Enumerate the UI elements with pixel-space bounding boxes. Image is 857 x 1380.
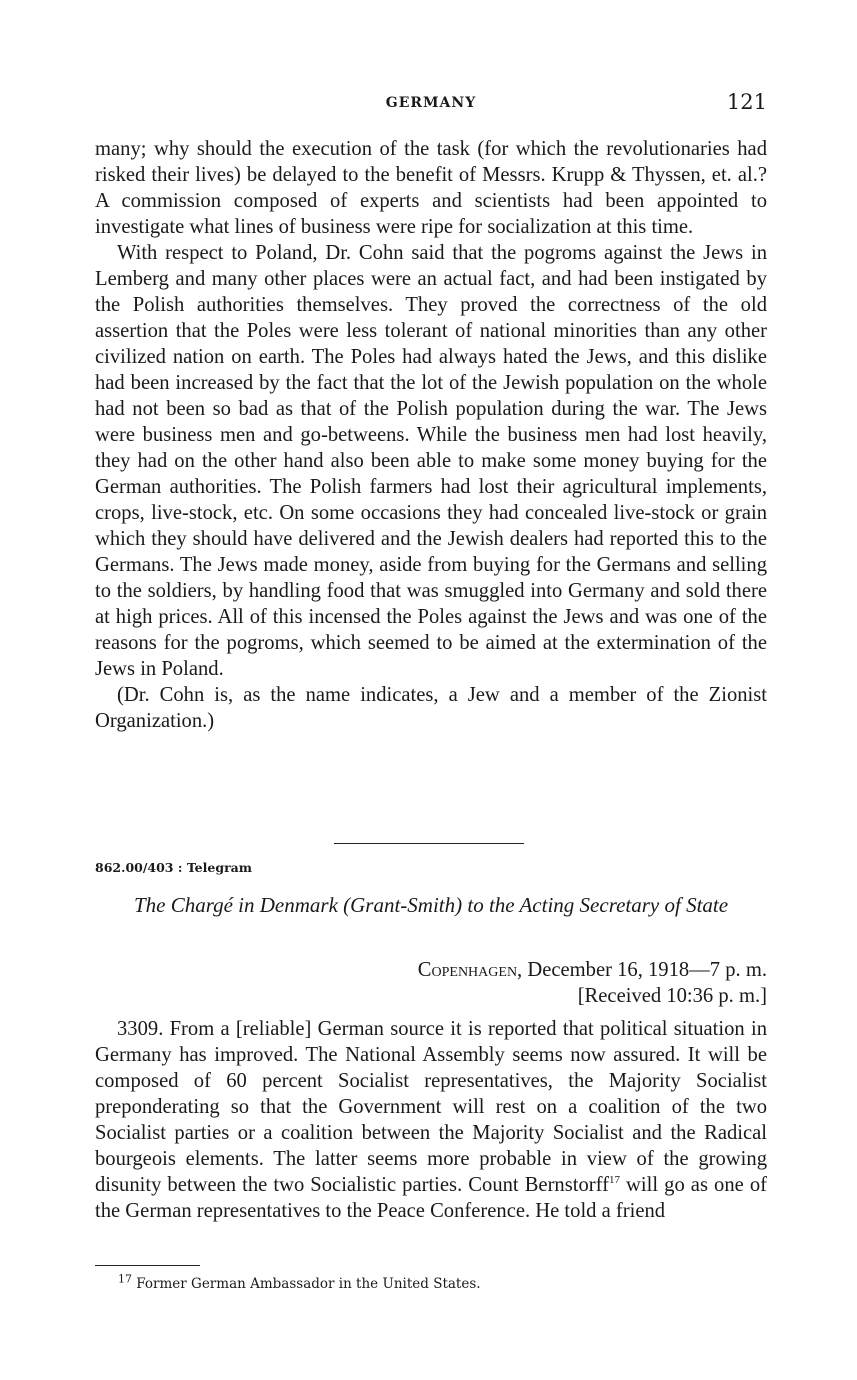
footnote — [118, 1272, 481, 1292]
running-head — [95, 90, 767, 116]
footnote-marker: 17 — [118, 1272, 132, 1286]
running-title: GERMANY — [385, 95, 477, 111]
paragraph: (Dr. Cohn is, as the name indicates, a Jew and a member of the Zionist Organization.) — [95, 684, 767, 732]
paragraph: many; why should the execution of the task (for which the revolutionaries had risked their lives) be delayed to the benefit of Messrs. Krupp & Thyssen, et. al.? A commission composed of experts and scientists had been appointed to investigate what lines of business were ripe for socialization at this time. — [95, 138, 767, 238]
paragraph: With respect to Poland, Dr. Cohn said that the pogroms against the Jews in Lemberg and many other places were an actual fact, and had been instigated by the Polish authorities themselves. They proved the correctness of the old assertion that the Poles were less tolerant of national minorities than any other civilized nation on earth. The Poles had always hated the Jews, and this dislike had been increased by the fact that the lot of the Jewish population on the whole had not been so bad as that of the Polish population during the war. The Jews were business men and go-betweens. While the business men had lost heavily, they had on the other hand also been able to make some money buying for the German authorities. The Polish farmers had lost their agricultural implements, crops, live-stock, etc. On some occasions they had concealed live-stock or grain which they should have delivered and the Jewish dealers had reported this to the Germans. The Jews made money, aside from buying for the Germans and selling to the soldiers, by handling food that was smuggled into Germany and sold there at high prices. All of this incensed the Poles against the Jews and was one of the reasons for the pogroms, which seemed to be aimed at the extermination of the Jews in Poland. — [95, 242, 767, 680]
body-text-top — [95, 136, 767, 734]
page-number: 121 — [726, 90, 767, 114]
dateline-date: December 16, 1918—7 p. m. — [522, 959, 767, 981]
document-title: The Chargé in Denmark (Grant-Smith) to the Acting Secretary of State — [133, 893, 729, 917]
footnote-reference: 17 — [608, 1174, 620, 1187]
telegram-text: 3309. From a [reliable] German source it is reported that political situation in Germany has improved. The National Assembly seems now assured. It will be composed of 60 percent Socialist representatives, the Majority Socialist preponderating so that the Government will rest on a coalition of the two Socialist parties or a coalition between the Majority Socialist and the Radical bourgeois elements. The latter seems more probable in view of the growing disunity between the two Socialistic parties. Count Bernstorff — [95, 1018, 767, 1196]
telegram-text-continued: will go as one of the German representatives to the Peace Conference. He told a friend — [95, 1174, 767, 1222]
dateline-place: Copenhagen, — [417, 959, 523, 981]
file-number: 862.00/403 : Telegram — [95, 860, 252, 875]
dateline — [418, 957, 767, 1009]
footnote-rule — [95, 1265, 200, 1266]
received-time: [Received 10:36 p. m.] — [577, 985, 767, 1007]
footnote-text: Former German Ambassador in the United States. — [132, 1276, 481, 1292]
paragraph — [95, 1016, 767, 1224]
section-divider — [334, 843, 524, 844]
telegram-body — [95, 1016, 767, 1224]
